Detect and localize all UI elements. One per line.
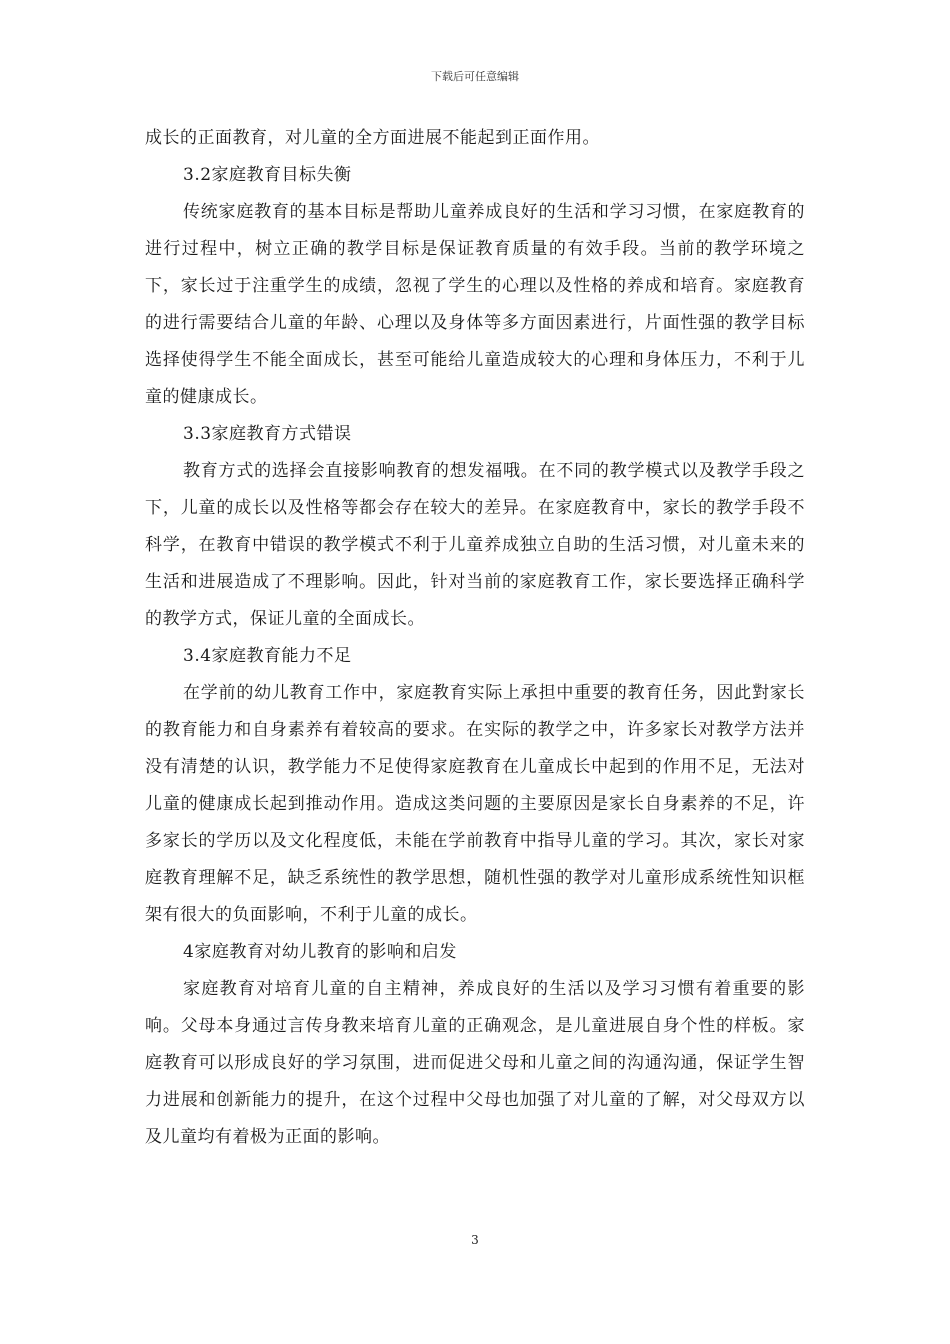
- page-header: 下载后可任意编辑: [431, 70, 519, 83]
- section-heading-3-3: 3.3家庭教育方式错误: [183, 424, 352, 444]
- paragraph-continuation: 成长的正面教育，对儿童的全方面进展不能起到正面作用。: [145, 128, 600, 148]
- page-number: 3: [471, 1233, 479, 1247]
- section-heading-3-2: 3.2家庭教育目标失衡: [183, 165, 352, 185]
- paragraph: 家庭教育对培育儿童的自主精神，养成良好的生活以及学习习惯有着重要的影响。父母本身通过言传身教来培育儿童的正确观念，是儿童进展自身个性的样板。家庭教育可以形成良好的学习氛围，进而促进父母和儿童之间的沟通沟通，保证学生智力进展和创新能力的提升，在这个过程中父母也加强了对儿童的了解，对父母双方以及儿童均有着极为正面的影响。: [145, 979, 805, 1147]
- paragraph: 教育方式的选择会直接影响教育的想发福哦。在不同的教学模式以及教学手段之下，儿童的成长以及性格等都会存在较大的差异。在家庭教育中，家长的教学手段不科学，在教育中错误的教学模式不利于儿童养成独立自助的生活习惯，对儿童未来的生活和进展造成了不理影响。因此，针对当前的家庭教育工作，家长要选择正确科学的教学方式，保证儿童的全面成长。: [145, 461, 805, 629]
- paragraph: 在学前的幼儿教育工作中，家庭教育实际上承担中重要的教育任务，因此對家长的教育能力和自身素养有着较高的要求。在实际的教学之中，许多家长对教学方法并没有清楚的认识，教学能力不足使得家庭教育在儿童成长中起到的作用不足，无法对儿童的健康成长起到推动作用。造成这类问题的主要原因是家长自身素养的不足，许多家长的学历以及文化程度低，未能在学前教育中指导儿童的学习。其次，家长对家庭教育理解不足，缺乏系统性的教学思想，随机性强的教学对儿童形成系统性知识框架有很大的负面影响，不利于儿童的成长。: [145, 683, 805, 925]
- section-heading-3-4: 3.4家庭教育能力不足: [183, 646, 352, 666]
- section-heading-4: 4家庭教育对幼儿教育的影响和启发: [183, 942, 457, 962]
- paragraph: 传统家庭教育的基本目标是帮助儿童养成良好的生活和学习习惯，在家庭教育的进行过程中，树立正确的教学目标是保证教育质量的有效手段。当前的教学环境之下，家长过于注重学生的成绩，忽视了学生的心理以及性格的养成和培育。家庭教育的进行需要结合儿童的年龄、心理以及身体等多方面因素进行，片面性强的教学目标选择使得学生不能全面成长，甚至可能给儿童造成较大的心理和身体压力，不利于儿童的健康成长。: [145, 202, 805, 407]
- document-body: [145, 120, 805, 1156]
